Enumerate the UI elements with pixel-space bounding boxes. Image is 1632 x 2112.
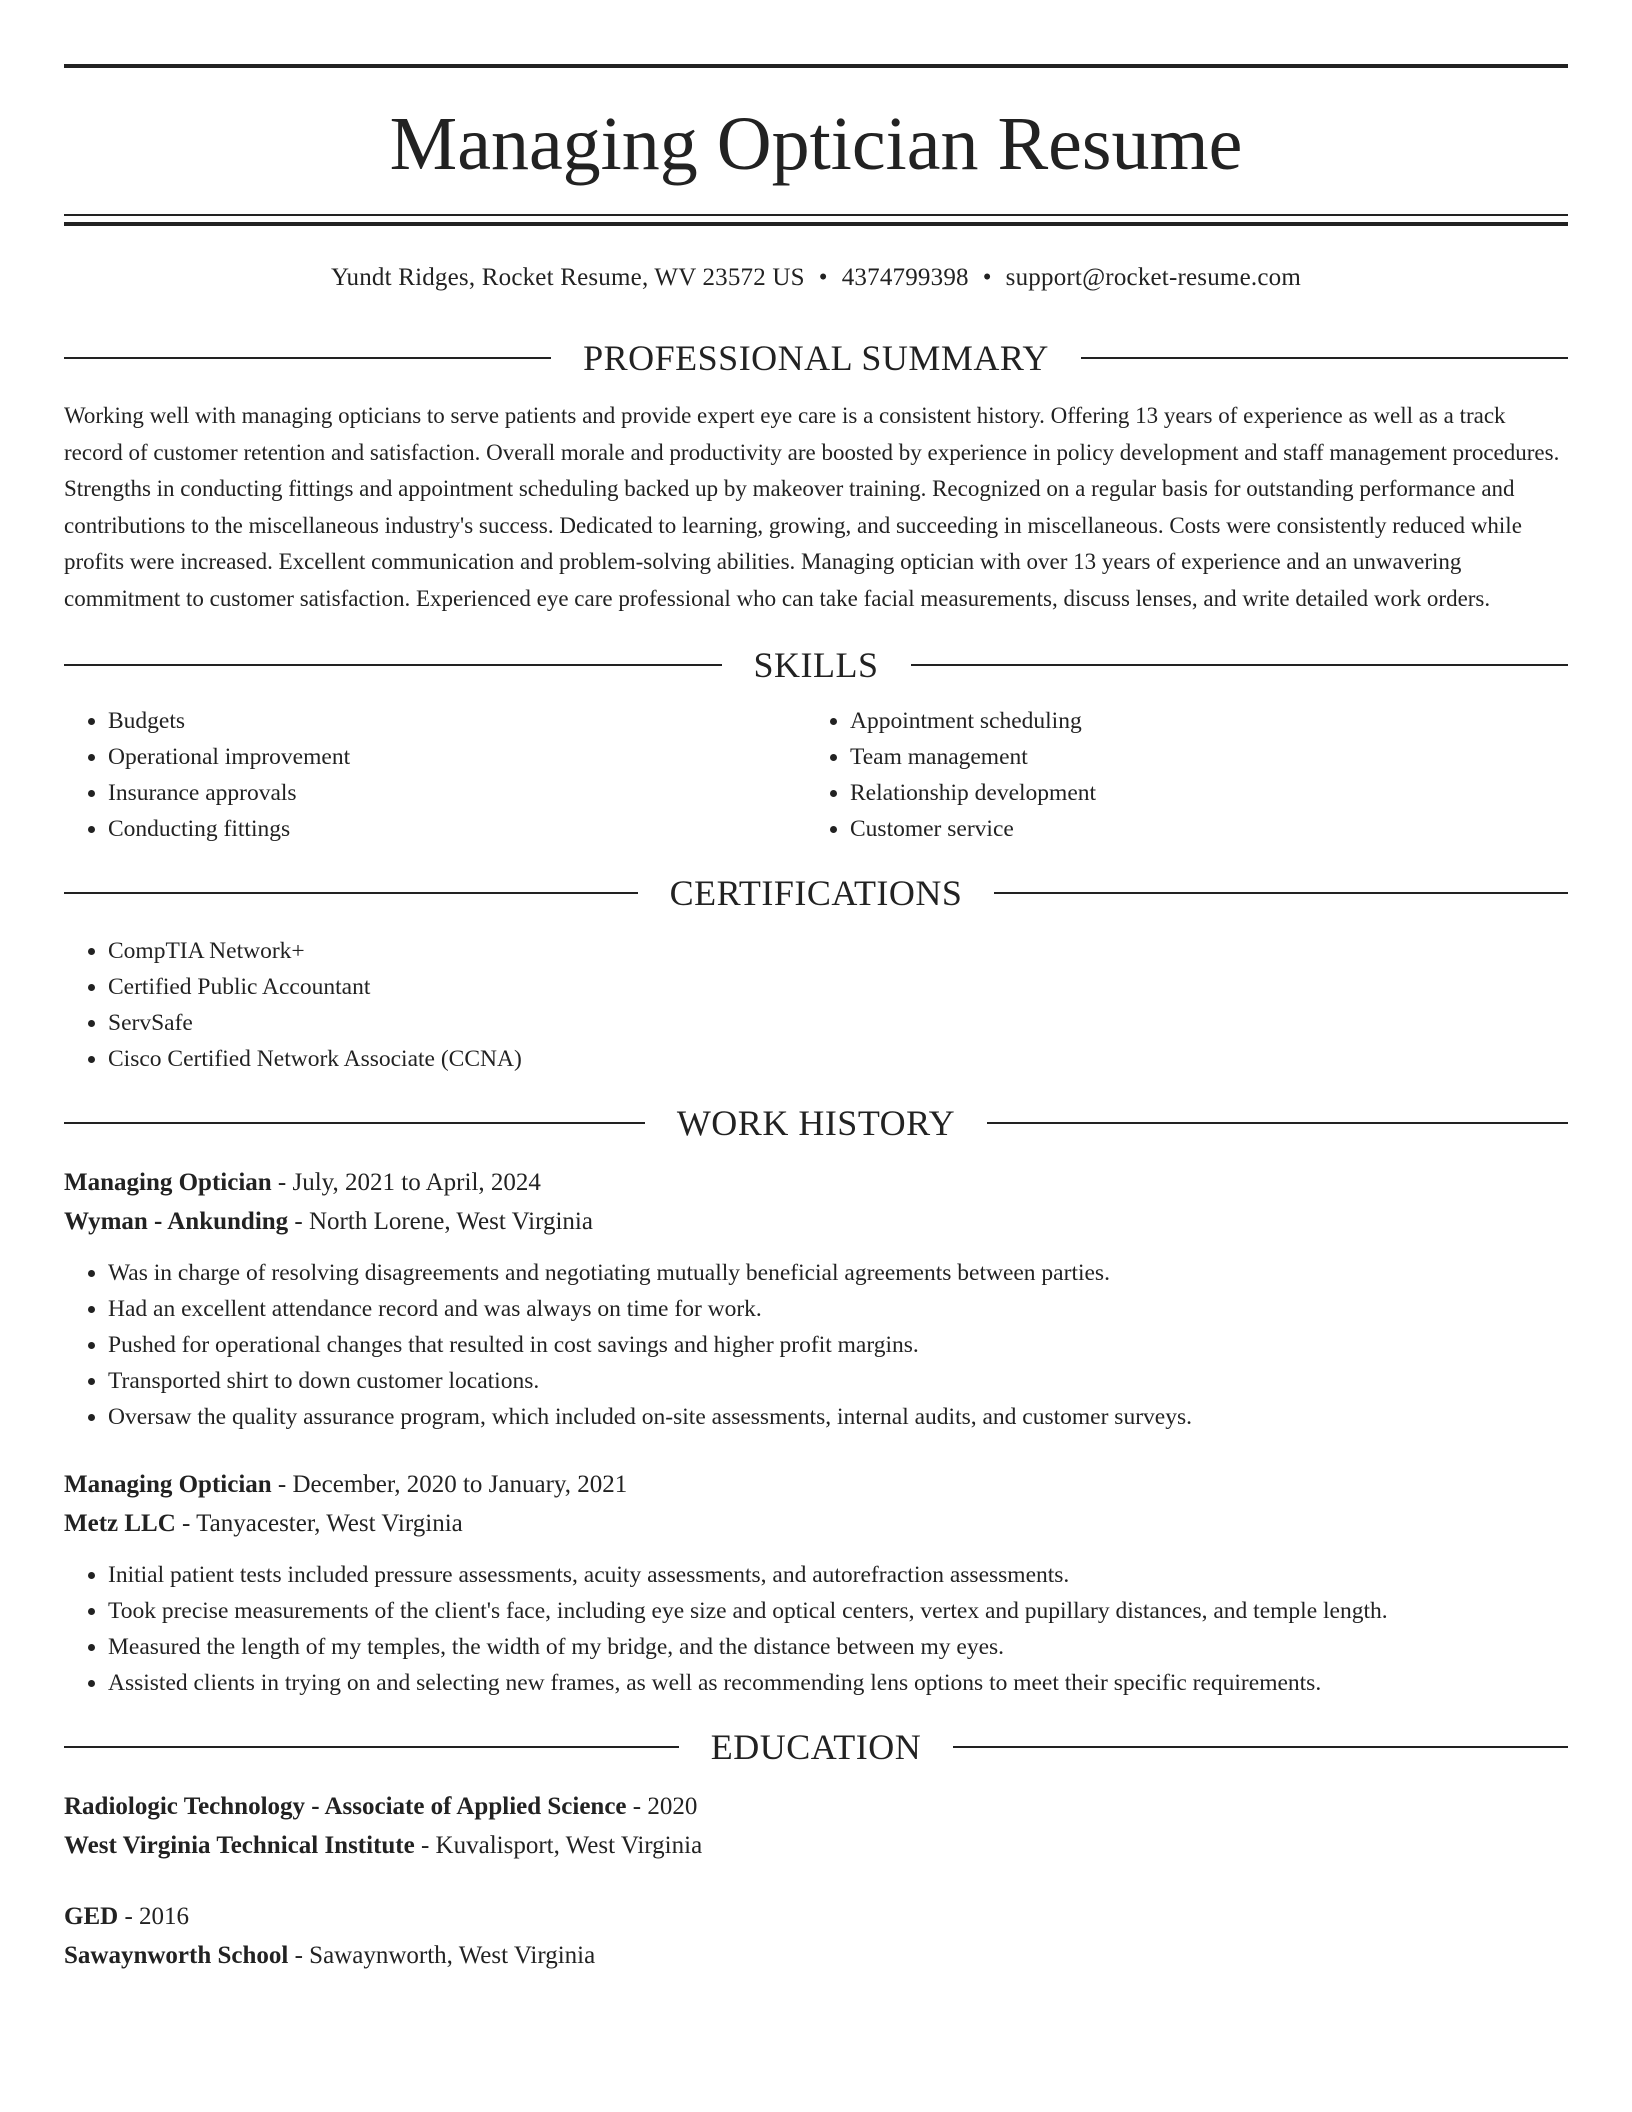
education-location: - Kuvalisport, West Virginia [414,1832,703,1859]
education-year: - 2016 [118,1903,190,1930]
education-degree: GED [64,1903,119,1930]
heading-rule-left [64,1746,679,1748]
heading-rule-left [64,357,551,359]
certifications-list [64,933,1568,1077]
education-school-line [64,1936,1568,1975]
section-title: PROFESSIONAL SUMMARY [583,338,1049,378]
skill-item: • Conducting fittings [108,811,806,847]
resume-page [64,64,1568,1975]
certification-item: • ServSafe [108,1005,1568,1041]
heading-rule-right [1081,357,1568,359]
education-degree-line [64,1787,1568,1826]
heading-rule-right [994,892,1568,894]
skill-item: • Appointment scheduling [850,703,1548,739]
job-company-line [64,1504,1568,1543]
summary-section-heading [64,340,1568,376]
job-bullet: • Initial patient tests included pressure assessments, acuity assessments, and autorefraction assessments. [108,1557,1568,1593]
education-school-line [64,1826,1568,1865]
skills-list [64,703,1568,847]
job-bullet: • Pushed for operational changes that resulted in cost savings and higher profit margins. [108,1327,1568,1363]
job-dates: - July, 2021 to April, 2024 [271,1169,541,1196]
job-dates: - December, 2020 to January, 2021 [271,1471,628,1498]
certification-item: • CompTIA Network+ [108,933,1568,969]
page-title: Managing Optician Resume [389,102,1243,186]
certifications-section-heading [64,875,1568,911]
education-school: West Virginia Technical Institute [64,1832,415,1859]
certification-item: • Certified Public Accountant [108,969,1568,1005]
education-degree: Radiologic Technology - Associate of Applied Science [64,1793,627,1820]
job-bullet: • Measured the length of my temples, the width of my bridge, and the distance between my eyes. [108,1629,1568,1665]
job-bullet: • Took precise measurements of the client's face, including eye size and optical centers, vertex and pupillary distances, and temple length. [108,1593,1568,1629]
education-entry [64,1787,1568,1865]
job-bullet: • Had an excellent attendance record and was always on time for work. [108,1291,1568,1327]
job-company: Wyman - Ankunding [64,1208,289,1235]
job-title: Managing Optician [64,1471,272,1498]
contact-phone: 4374799398 [841,264,969,291]
job-bullet: • Oversaw the quality assurance program, which included on-site assessments, internal audits, and customer surveys. [108,1399,1568,1435]
job-bullet: • Assisted clients in trying on and selecting new frames, as well as recommending lens options to meet their specific requirements. [108,1665,1568,1701]
skills-section-heading [64,647,1568,683]
section-title: CERTIFICATIONS [669,873,963,913]
heading-rule-right [911,664,1569,666]
job-title-line [64,1465,1568,1504]
job-company: Metz LLC [64,1510,176,1537]
header-rule-thick [64,222,1568,226]
job-location: - North Lorene, West Virginia [288,1208,593,1235]
job-title: Managing Optician [64,1169,272,1196]
header-top-rule [64,64,1568,68]
heading-rule-right [953,1746,1568,1748]
job-bullets [64,1255,1568,1435]
section-title: WORK HISTORY [676,1103,956,1143]
education-entry [64,1897,1568,1975]
job-location: - Tanyacester, West Virginia [175,1510,463,1537]
education-section-heading [64,1729,1568,1765]
contact-email: support@rocket-resume.com [1005,264,1301,291]
education-location: - Sawaynworth, West Virginia [288,1942,596,1969]
heading-rule-right [987,1122,1568,1124]
skill-item: • Insurance approvals [108,775,806,811]
section-title: EDUCATION [710,1727,922,1767]
work-history-section-heading [64,1105,1568,1141]
heading-rule-left [64,892,638,894]
skill-item: • Budgets [108,703,806,739]
education-degree-line [64,1897,1568,1936]
contact-address: Yundt Ridges, Rocket Resume, WV 23572 US [331,264,805,291]
contact-line [64,264,1568,292]
job-company-line [64,1202,1568,1241]
job-bullets [64,1557,1568,1701]
job-bullet: • Was in charge of resolving disagreements and negotiating mutually beneficial agreements between parties. [108,1255,1568,1291]
section-title: SKILLS [753,645,879,685]
header-rule-thin [64,214,1568,216]
heading-rule-left [64,664,722,666]
job-entry [64,1465,1568,1701]
contact-separator: • [982,264,992,291]
skills-column-left [64,703,806,847]
skill-item: • Relationship development [850,775,1548,811]
heading-rule-left [64,1122,645,1124]
job-bullet: • Transported shirt to down customer locations. [108,1363,1568,1399]
education-year: - 2020 [626,1793,698,1820]
skill-item: • Operational improvement [108,739,806,775]
summary-text: Working well with managing opticians to serve patients and provide expert eye care is a consistent history. Offering 13 years of experience as well as a track record of customer retention and satisfaction. Overall morale and productivity are boosted by experience in policy development and staff management procedures. Strengths in conducting fittings and appointment scheduling backed up by makeover training. Recognized on a regular basis for outstanding performance and contributions to the miscellaneous industry's success. Dedicated to learning, growing, and succeeding in miscellaneous. Costs were consistently reduced while profits were increased. Excellent communication and problem-solving abilities. Managing optician with over 13 years of experience and an unwavering commitment to customer satisfaction. Experienced eye care professional who can take facial measurements, discuss lenses, and write detailed work orders. [64,403,1560,611]
skill-item: • Customer service [850,811,1548,847]
skills-column-right [806,703,1548,847]
skill-item: • Team management [850,739,1548,775]
job-entry [64,1163,1568,1435]
job-title-line [64,1163,1568,1202]
certification-item: • Cisco Certified Network Associate (CCNA) [108,1041,1568,1077]
education-school: Sawaynworth School [64,1942,289,1969]
contact-separator: • [818,264,828,291]
